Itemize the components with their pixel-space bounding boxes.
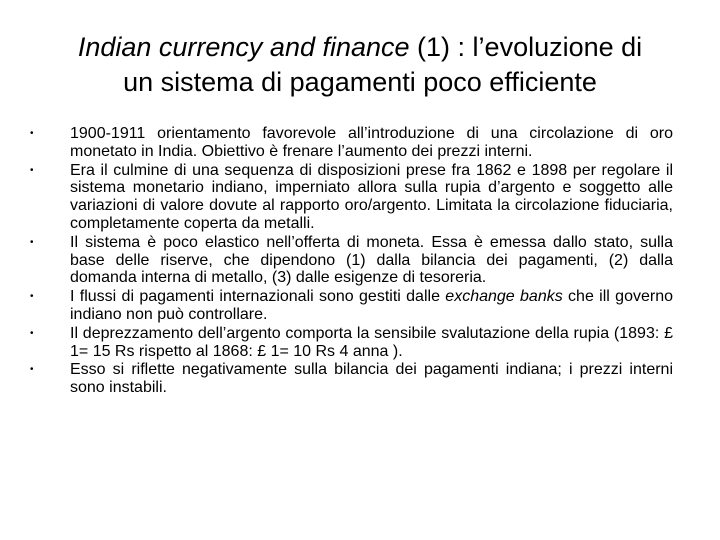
bullet-icon: • bbox=[30, 364, 34, 376]
slide-title-line-2: un sistema di pagamenti poco efficiente bbox=[123, 67, 597, 97]
bullet-icon: • bbox=[30, 291, 34, 303]
bullet-icon: • bbox=[30, 128, 34, 139]
bullet-text-5: Il deprezzamento dell’argento comporta la sensibile svalutazione della rupia (1893: £ 1= 15 Rs rispetto al 1868: £ 1= 10 Rs 4 anna ). bbox=[70, 324, 673, 360]
bullet-item-3 bbox=[0, 234, 720, 287]
bullet-text-4-after: che ill governo indiano non può controllare. bbox=[70, 288, 673, 323]
bullet-item-4 bbox=[0, 288, 720, 324]
slide-title-line-1-rest: (1) : l’evoluzione di bbox=[409, 32, 643, 62]
bullet-item-2 bbox=[0, 162, 720, 233]
bullet-icon: • bbox=[30, 327, 34, 339]
bullet-text-3: Il sistema è poco elastico nell’offerta di moneta. Essa è emessa dallo stato, sulla base delle riserve, che dipendono (1) dalla bilancia dei pagamenti, (2) dalla domanda interna di metallo, (3) dalle esigenze di tesoreria. bbox=[70, 233, 673, 287]
bullet-list bbox=[0, 125, 720, 398]
bullet-item-1 bbox=[0, 125, 720, 161]
bullet-text-1: 1900-1911 orientamento favorevole all’introduzione di una circolazione di oro monetato in India. Obiettivo è frenare l’aumento dei prezzi interni. bbox=[70, 125, 673, 160]
bullet-text-6: Esso si riflette negativamente sulla bilancia dei pagamenti indiana; i prezzi interni sono instabili. bbox=[70, 361, 673, 397]
slide-title-italic: Indian currency and finance bbox=[77, 32, 410, 62]
bullet-item-5 bbox=[0, 325, 720, 361]
bullet-icon: • bbox=[30, 236, 34, 248]
bullet-icon: • bbox=[30, 164, 34, 176]
slide-title bbox=[20, 30, 700, 100]
slide-title-line-1 bbox=[20, 30, 700, 65]
bullet-item-6 bbox=[0, 361, 720, 397]
bullet-text-4-italic: exchange banks bbox=[445, 288, 563, 306]
bullet-text-4-before: I flussi di pagamenti internazionali sono gestiti dalle bbox=[70, 288, 446, 306]
bullet-text-2: Era il culmine di una sequenza di disposizioni prese fra 1862 e 1898 per regolare il sistema monetario indiano, imperniato allora sulla rupia d’argento e soggetto alle variazioni di valore dovute al rapporto oro/argento. Limitata la circolazione fiduciaria, completamente coperta da metalli. bbox=[70, 161, 673, 232]
